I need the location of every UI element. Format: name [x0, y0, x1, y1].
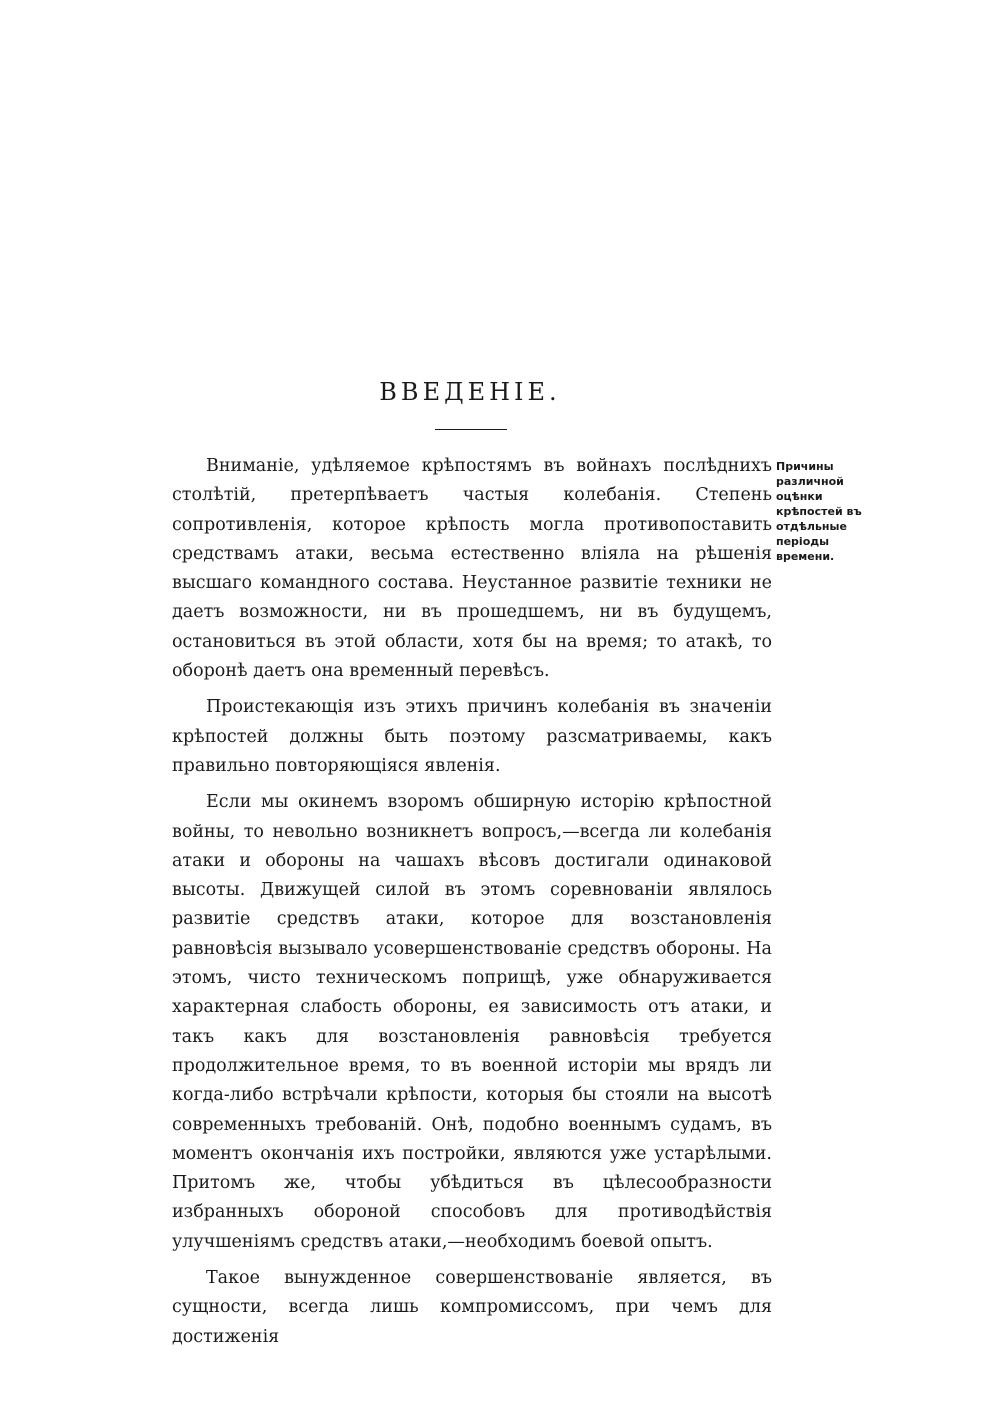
paragraph-2: Проистекающія изъ этихъ причинъ колебанія въ значеніи крѣпостей должны быть поэтому разсматриваемы, какъ правильно повторяющіяся явленія.: [172, 697, 772, 776]
body-text: [172, 452, 772, 1352]
page-title: ВВЕДЕНІЕ.: [379, 378, 561, 406]
title-divider: [435, 429, 507, 430]
paragraph-3: Если мы окинемъ взоромъ обширную исторію крѣпостной войны, то невольно возникнетъ вопросъ,—всегда ли колебанія атаки и обороны на чашахъ вѣсовъ достигали одинаковой высоты. Движущей силой въ этомъ соревнованіи являлось развитіе средствъ атаки, которое для возстановленія равновѣсія вызывало усовершенствованіе средствъ обороны. На этомъ, чисто техническомъ поприщѣ, уже обнаруживается характерная слабость обороны, ея зависимость отъ атаки, и такъ какъ для возстановленія равновѣсія требуется продолжительное время, то въ военной исторіи мы врядъ ли когда-либо встрѣчали крѣпости, которыя бы стояли на высотѣ современныхъ требованій. Онѣ, подобно военнымъ судамъ, въ моментъ окончанія ихъ постройки, являются уже устарѣлыми. Притомъ же, чтобы убѣдиться въ цѣлесообразности избранныхъ обороной способовъ для противодѣйствія улучшеніямъ средствъ атаки,—необходимъ боевой опытъ.: [172, 792, 772, 1252]
paragraph-1: Вниманіе, удѣляемое крѣпостямъ въ войнахъ послѣднихъ столѣтій, претерпѣваетъ частыя колебанія. Степень сопротивленія, которое крѣпость могла противопоставить средствамъ атаки, весьма естественно вліяла на рѣшенія высшаго командного состава. Неустанное развитіе техники не даетъ возможности, ни въ прошедшемъ, ни въ будущемъ, остановиться въ этой области, хотя бы на время; то атакѣ, то оборонѣ даетъ она временный перевѣсъ.: [172, 456, 772, 682]
paragraph-4: Такое вынужденное совершенствованіе является, въ сущности, всегда лишь компромиссомъ, при чемъ для достиженія: [172, 1268, 772, 1347]
marginal-note: Причины различной оцѣнки крѣпостей въ отдѣльные періоды времени.: [776, 460, 862, 563]
